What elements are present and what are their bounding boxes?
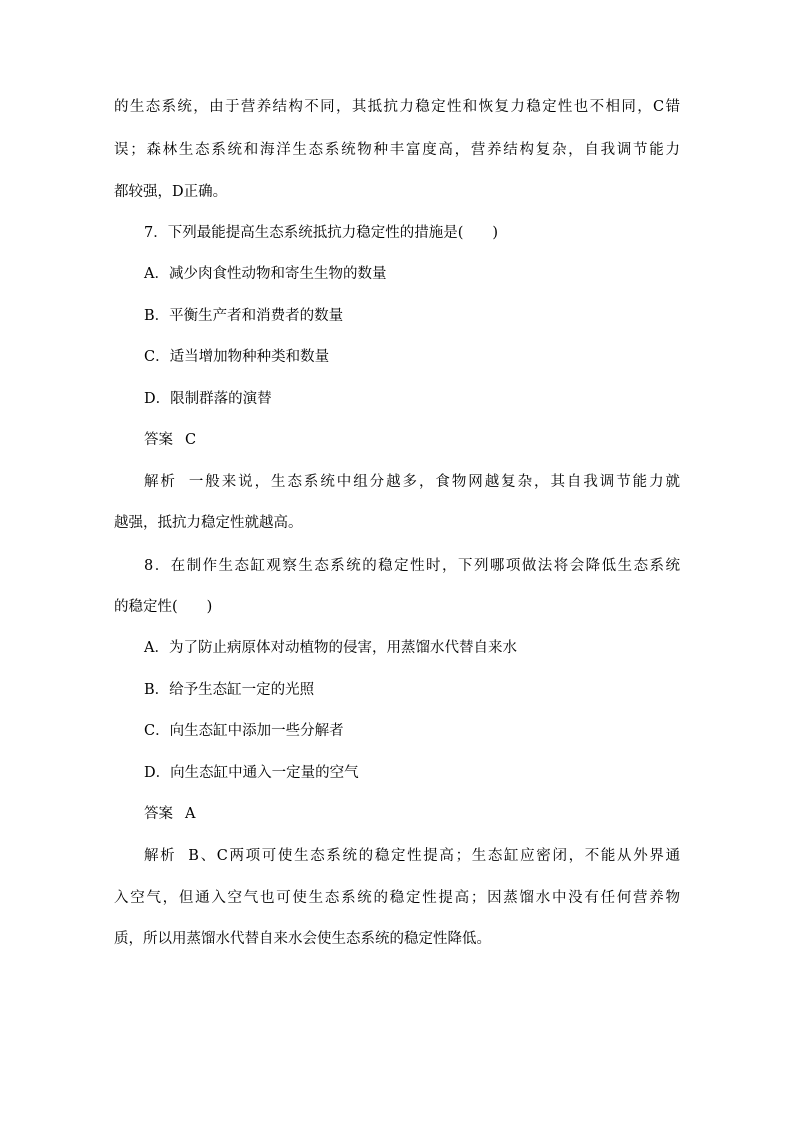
q8-explanation-text: B、C两项可使生态系统的稳定性提高；生态缸应密闭，不能从外界通 bbox=[188, 848, 680, 864]
q7-option-c: C．适当增加物种种类和数量 bbox=[144, 349, 330, 365]
q8-stem-line-2: 的稳定性( ) bbox=[114, 599, 213, 615]
q8-option-c: C．向生态缸中添加一些分解者 bbox=[144, 723, 344, 739]
q8-option-a: A．为了防止病原体对动植物的侵害，用蒸馏水代替自来水 bbox=[144, 640, 517, 656]
q8-explanation-line-2: 入空气，但通入空气也可使生态系统的稳定性提高；因蒸馏水中没有任何营养物 bbox=[114, 890, 680, 906]
q7-stem: 7．下列最能提高生态系统抵抗力稳定性的措施是( ) bbox=[144, 225, 499, 241]
q8-explanation-line-1 bbox=[144, 846, 680, 866]
q7-option-d: D．限制群落的演替 bbox=[144, 391, 272, 407]
q7-explanation-line-2: 越强，抵抗力稳定性就越高。 bbox=[114, 515, 303, 531]
q7-option-b: B．平衡生产者和消费者的数量 bbox=[144, 308, 344, 324]
q8-answer-value: A bbox=[185, 806, 196, 822]
prev-explanation-line-1: 的生态系统，由于营养结构不同，其抵抗力稳定性和恢复力稳定性也不相同，C错 bbox=[114, 99, 680, 115]
prev-explanation-line-2: 误；森林生态系统和海洋生态系统物种丰富度高，营养结构复杂，自我调节能力 bbox=[114, 142, 680, 158]
q7-answer bbox=[144, 430, 196, 450]
q8-explanation-line-3: 质，所以用蒸馏水代替自来水会使生态系统的稳定性降低。 bbox=[114, 931, 491, 947]
prev-explanation-line-3: 都较强，D正确。 bbox=[114, 184, 228, 200]
q7-answer-label: 答案 bbox=[144, 432, 173, 448]
q8-option-d: D．向生态缸中通入一定量的空气 bbox=[144, 765, 359, 781]
q7-answer-value: C bbox=[185, 432, 197, 448]
q7-explanation-line-1 bbox=[144, 472, 680, 492]
q8-explanation-label: 解析 bbox=[144, 848, 177, 864]
q8-answer bbox=[144, 804, 195, 824]
q7-explanation-label: 解析 bbox=[144, 474, 177, 490]
q8-option-b: B．给予生态缸一定的光照 bbox=[144, 682, 315, 698]
q8-answer-label: 答案 bbox=[144, 806, 173, 822]
q7-option-a: A．减少肉食性动物和寄生生物的数量 bbox=[144, 266, 387, 282]
q8-stem-line-1: 8．在制作生态缸观察生态系统的稳定性时，下列哪项做法将会降低生态系统 bbox=[144, 558, 680, 574]
q7-explanation-text: 一般来说，生态系统中组分越多，食物网越复杂，其自我调节能力就 bbox=[188, 474, 681, 490]
